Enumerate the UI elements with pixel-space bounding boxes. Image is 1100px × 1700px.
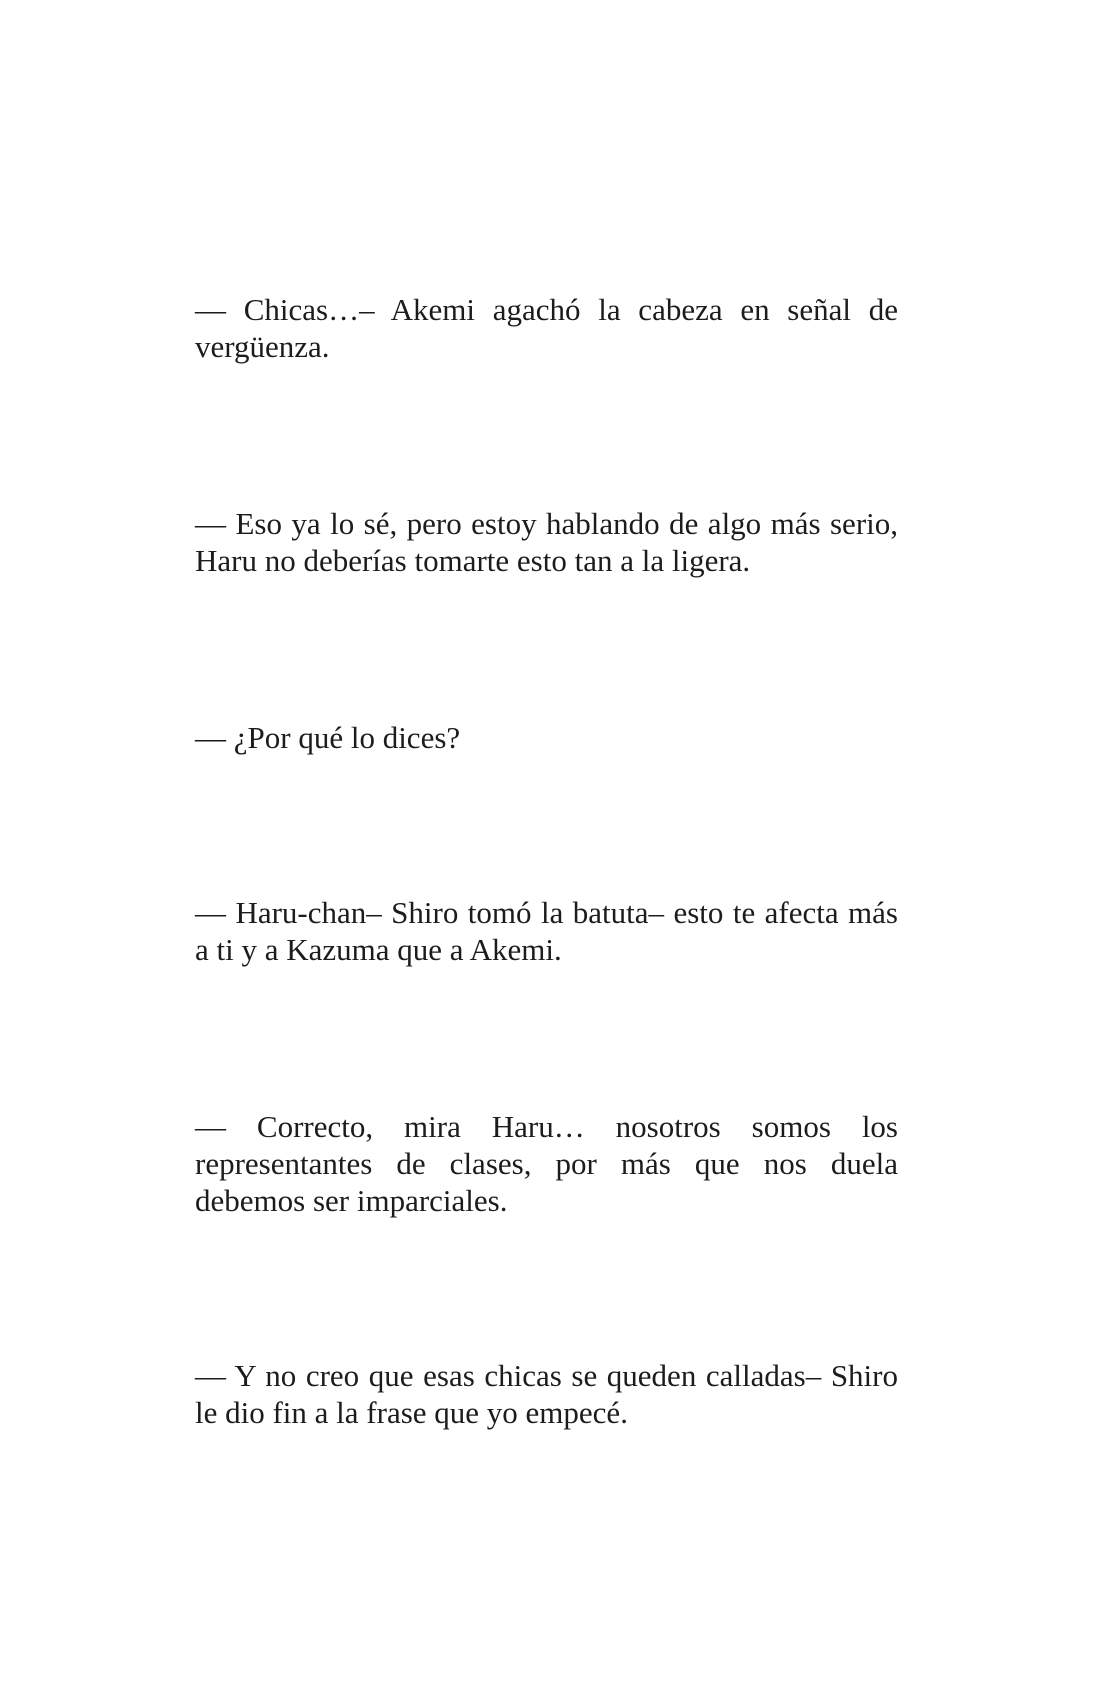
paragraph-6: — Y no creo que esas chicas se queden calladas– Shiro le dio fin a la frase que yo empecé. [195, 1358, 898, 1430]
paragraph-2: — Eso ya lo sé, pero estoy hablando de algo más serio, Haru no deberías tomarte esto tan a la ligera. [195, 506, 898, 578]
paragraph-5: — Correcto, mira Haru… nosotros somos los representantes de clases, por más que nos duela debemos ser imparciales. [195, 1109, 898, 1218]
paragraph-1: — Chicas…– Akemi agachó la cabeza en señal de vergüenza. [195, 292, 898, 364]
paragraph-4: — Haru-chan– Shiro tomó la batuta– esto te afecta más a ti y a Kazuma que a Akemi. [195, 895, 898, 967]
paragraph-3: — ¿Por qué lo dices? [195, 720, 461, 755]
